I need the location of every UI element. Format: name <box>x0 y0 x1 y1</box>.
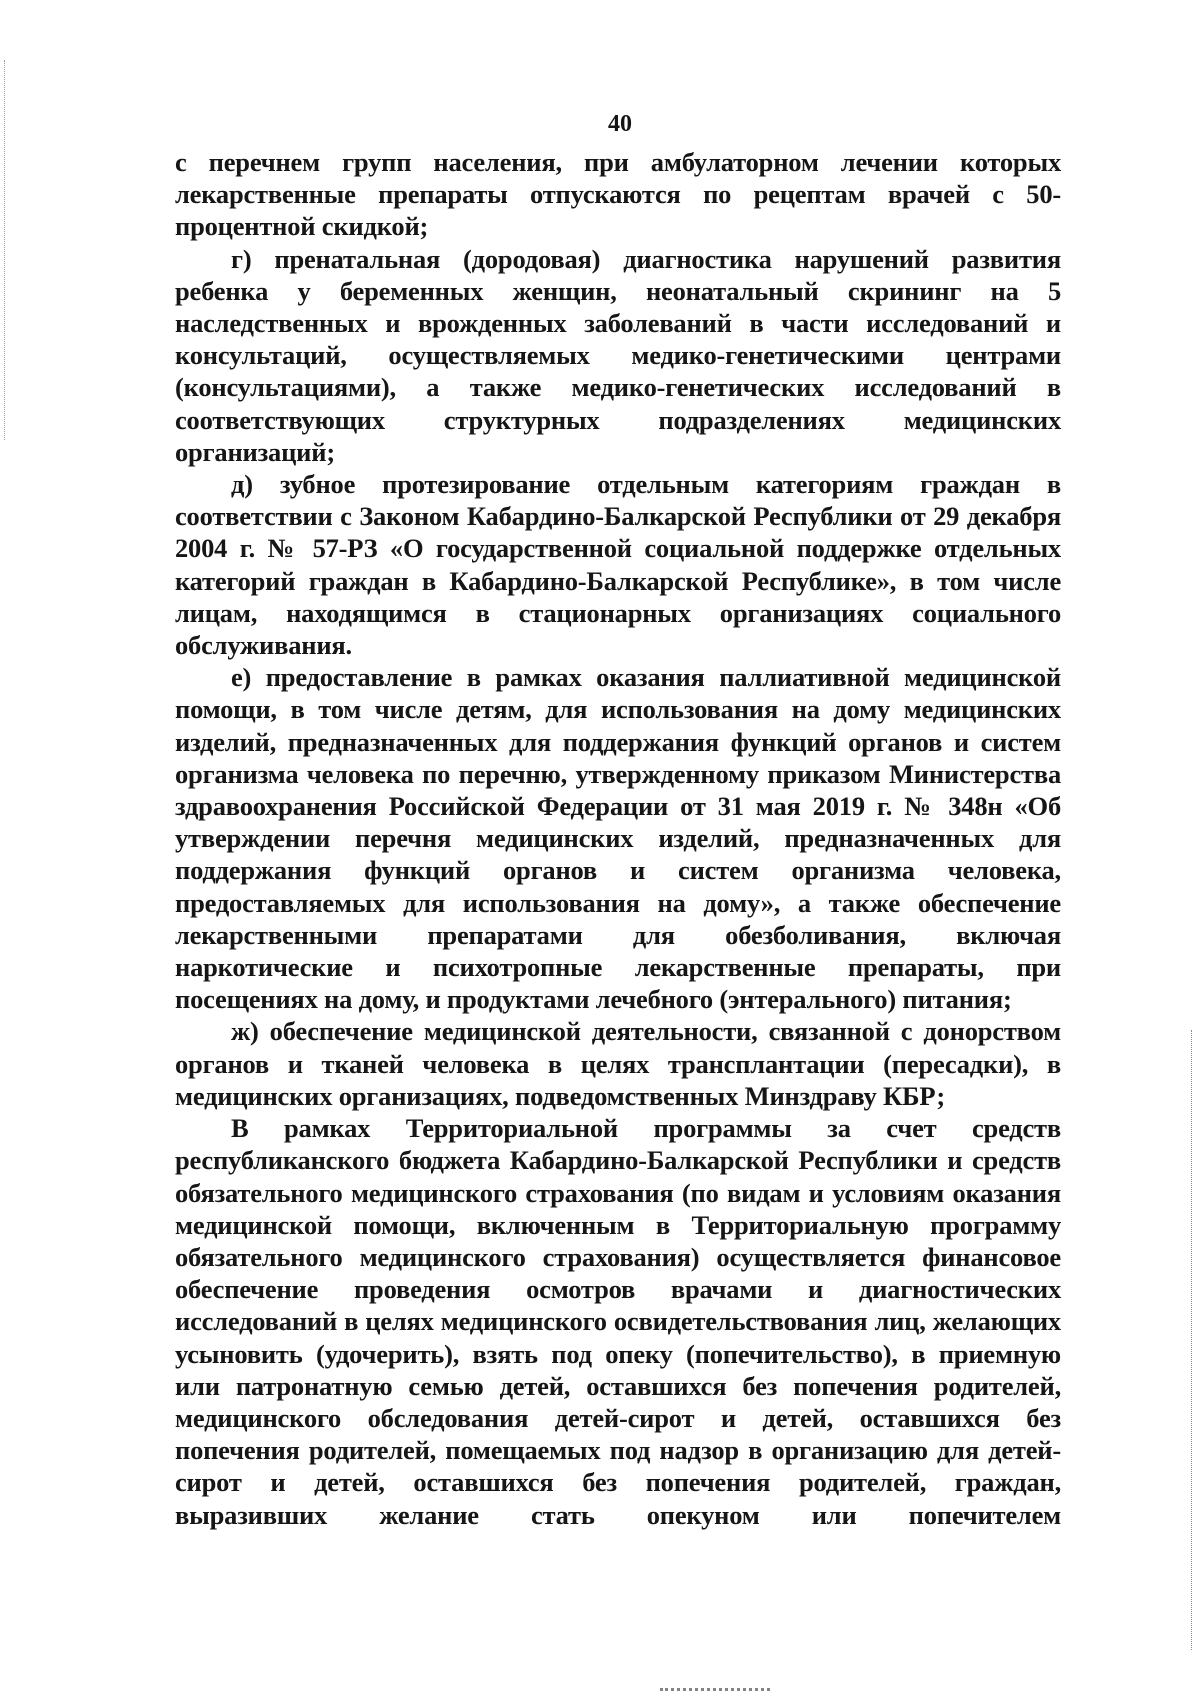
paragraph-continuation: с перечнем групп населения, при амбулаторном лечении которых лекарственные препараты отпускаются по рецептам врачей с 50-процентной скидкой; <box>175 147 1061 242</box>
scan-edge-artifact <box>1191 1030 1194 1650</box>
page-number: 40 <box>608 111 632 137</box>
paragraph-item-g: г) пренатальная (дородовая) диагностика нарушений развития ребенка у беременных женщин, неонатальный скрининг на 5 наследственных и врожденных заболеваний в части исследований и консультаций, осуществляемых медико-генетическими центрами (консультациями), а также медико-генетических исследований в соответствующих структурных подразделениях медицинских организаций; <box>175 243 1061 467</box>
paragraph-item-zh: ж) обеспечение медицинской деятельности, связанной с донорством органов и тканей человека в целях трансплантации (пересадки), в медицинских организациях, подведомственных Минздраву КБР; <box>175 1016 1061 1111</box>
paragraph-territorial-program: В рамках Территориальной программы за счет средств республиканского бюджета Кабардино-Балкарской Республики и средств обязательного медицинского страхования (по видам и условиям оказания медицинской помощи, включенным в Территориальную программу обязательного медицинского страхования) осуществляется финансовое обеспечение проведения осмотров врачами и диагностических исследований в целях медицинского освидетельствования лиц, желающих усыновить (удочерить), взять под опеку (попечительство), в приемную или патронатную семью детей, оставшихся без попечения родителей, медицинского обследования детей-сирот и детей, оставшихся без попечения родителей, помещаемых под надзор в организацию для детей-сирот и детей, оставшихся без попечения родителей, граждан, выразивших желание стать опекуном или попечителем <box>175 1113 1061 1530</box>
paragraph-item-d: д) зубное протезирование отдельным категориям граждан в соответствии с Законом Кабардино-Балкарской Республики от 29 декабря 2004 г. № 57-РЗ «О государственной социальной поддержке отдельных категорий граждан в Кабардино-Балкарской Республике», в том числе лицам, находящимся в стационарных организациях социального обслуживания. <box>175 469 1061 661</box>
paragraph-item-e: е) предоставление в рамках оказания паллиативной медицинской помощи, в том числе детям, для использования на дому медицинских изделий, предназначенных для поддержания функций органов и систем организма человека по перечню, утвержденному приказом Министерства здравоохранения Российской Федерации от 31 мая 2019 г. № 348н «Об утверждении перечня медицинских изделий, предназначенных для поддержания функций органов и систем организма человека, предоставляемых для использования на дому», а также обеспечение лекарственными препаратами для обезболивания, включая наркотические и психотропные лекарственные препараты, при посещениях на дому, и продуктами лечебного (энтерального) питания; <box>175 662 1061 1015</box>
scan-bottom-artifact <box>660 1688 770 1697</box>
document-body <box>175 146 1061 1531</box>
